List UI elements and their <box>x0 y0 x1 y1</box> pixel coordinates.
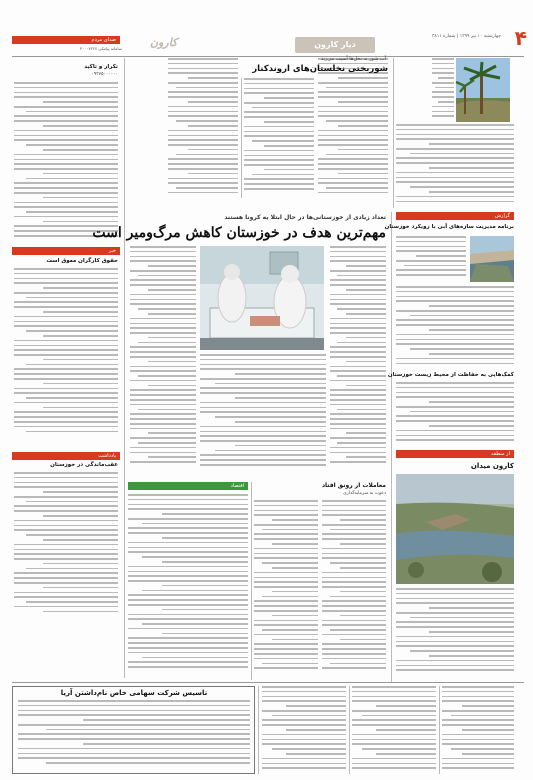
main-kicker: تعداد زیادی از خوزستانی‌ها در حال ابتلا به کرونا هستند <box>224 214 386 221</box>
left-lower-body <box>14 472 118 622</box>
right-mid-body-a <box>396 236 466 282</box>
col-divider <box>391 212 392 682</box>
left-lower-headline: عقب‌ماندگی در خوزستان <box>50 462 118 468</box>
palm-photo <box>456 58 510 122</box>
top-kicker: آب شور به نخل‌ها آسیب می‌زند <box>320 56 386 62</box>
lower-center-kicker: دعوت به سرمایه‌گذاری <box>343 491 386 496</box>
notice-body <box>18 700 250 770</box>
col-divider <box>439 686 440 774</box>
brand-logo: کارون <box>150 36 178 49</box>
left-top-body <box>14 82 118 240</box>
right-top-body <box>432 58 454 122</box>
dam-photo <box>470 236 514 282</box>
classified-col-a <box>262 686 346 774</box>
col-divider <box>258 686 259 774</box>
river-photo <box>396 474 514 584</box>
left-col-sub: ۰۹۳۷۵۰۰۰۰۰۰ <box>91 72 118 77</box>
right-lower-headline: کمک‌هایی به حفاظت از محیط زیست خوزستان <box>387 372 514 378</box>
center-lower-tag: اقتصاد <box>128 482 248 490</box>
contact-line: سامانه پیامکی ۳۰۰۰۷۲۲۷ <box>79 46 122 51</box>
date-line: چهارشنبه ۱۰ تیر ۱۳۹۹ | شماره ۳۸۱۱ <box>432 34 501 39</box>
main-headline: مهم‌ترین هدف در خوزستان کاهش مرگ‌ومیر است <box>92 225 386 241</box>
col-divider <box>124 58 125 678</box>
col-divider <box>241 78 242 198</box>
main-body-left <box>130 246 196 476</box>
left-col-title: تکرار و تاکید <box>84 64 118 70</box>
left-top-tag: صدای مردم <box>12 36 120 44</box>
top-headline: شوربختی نخلستان‌های اروندکنار <box>252 64 388 74</box>
left-lower-tag: یادداشت <box>12 452 120 460</box>
classified-col-c <box>442 686 514 774</box>
notice-title: تاسیس شرکت سهامی خاص نام‌داشتن آریا <box>60 689 208 697</box>
right-lower-tag: از منطقه <box>396 450 514 458</box>
lower-center-body-b <box>254 500 318 680</box>
lower-center-headline: معاملات از رونق افتاد <box>321 482 386 489</box>
col-divider <box>251 482 252 680</box>
main-body-below <box>200 354 326 476</box>
top-article-col-a <box>318 58 388 200</box>
col-divider <box>393 58 394 208</box>
left-mid-body <box>14 268 118 438</box>
right-mid-headline: برنامه مدیریت سازه‌های آبی با رویکرد خوزستان <box>384 224 514 230</box>
section-title: دیار کارون <box>314 40 356 49</box>
right-lower-body <box>396 382 514 446</box>
page-number: ۴ <box>514 26 527 50</box>
hospital-photo <box>200 246 324 350</box>
classified-col-b <box>352 686 436 774</box>
bottom-right-headline: کارون میدان <box>470 462 514 470</box>
lower-center-body-a <box>322 500 386 680</box>
col-divider <box>349 686 350 774</box>
right-col-body <box>396 124 514 206</box>
right-mid-body-b <box>396 286 514 370</box>
notice-rule <box>12 682 524 683</box>
river-body <box>396 588 514 678</box>
main-body-right <box>330 246 386 476</box>
lower-center-body-c <box>128 494 248 680</box>
top-article-col-b <box>244 78 314 198</box>
left-mid-tag: خبر <box>12 247 120 255</box>
left-mid-headline: حقوق کارگران معوق است <box>46 258 118 264</box>
top-article-col-c <box>168 58 238 200</box>
right-mid-tag: گزارش <box>396 212 514 220</box>
